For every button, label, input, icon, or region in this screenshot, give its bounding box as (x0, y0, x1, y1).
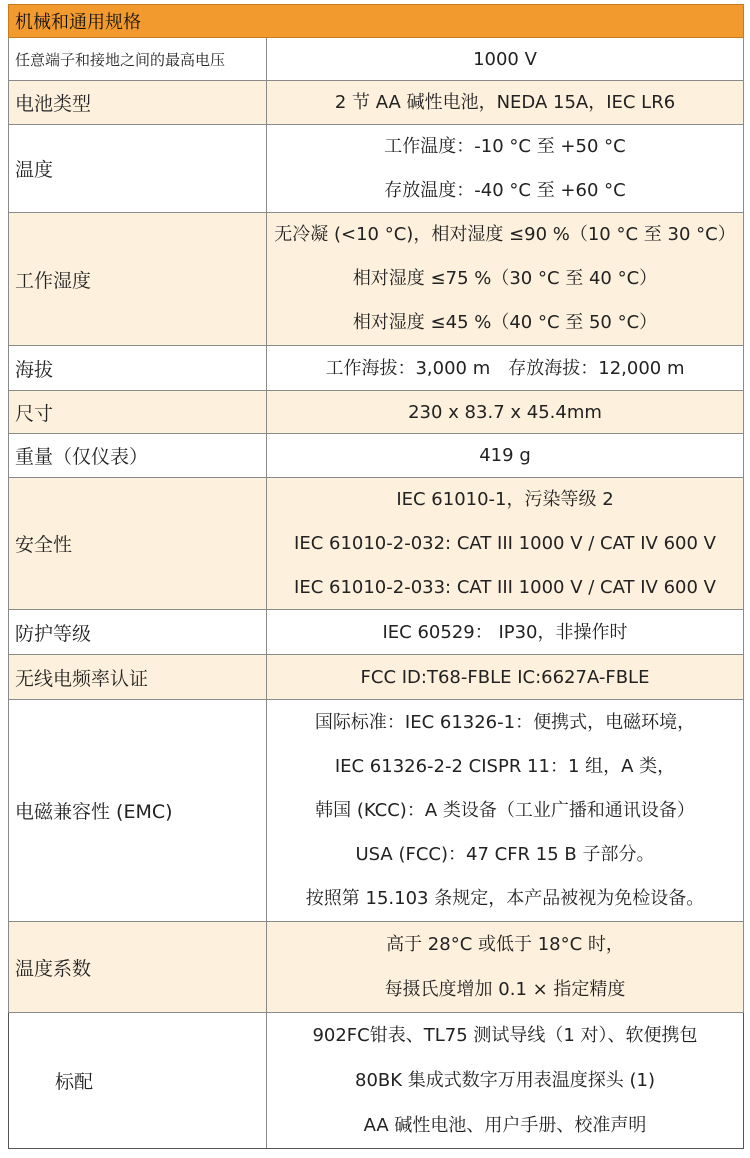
row-label: 任意端子和接地之间的最高电压 (9, 38, 267, 80)
value-line: 80BK 集成式数字万用表温度探头 (1) (355, 1070, 655, 1091)
row-label: 防护等级 (9, 610, 267, 654)
row-label: 海拔 (9, 346, 267, 390)
value-line: 无冷凝 (<10 °C)，相对湿度 ≤90 %（10 °C 至 30 °C） (274, 224, 736, 245)
value-line: AA 碱性电池、用户手册、校准声明 (363, 1115, 647, 1136)
value-line: 工作温度：-10 °C 至 +50 °C (384, 135, 626, 157)
row-value (267, 391, 743, 433)
value-line: IEC 61010-1，污染等级 2 (396, 488, 614, 510)
row-value (267, 125, 743, 212)
value-line: IEC 61010-2-033: CAT III 1000 V / CAT IV 600 V (294, 576, 716, 598)
table-row (8, 391, 744, 434)
table-row (8, 346, 744, 391)
row-value (267, 38, 743, 80)
row-value (267, 922, 743, 1012)
row-value (267, 434, 743, 477)
row-value (267, 213, 743, 345)
row-value (267, 478, 743, 609)
value-line: 高于 28°C 或低于 18°C 时， (386, 934, 624, 955)
value-line: 230 x 83.7 x 45.4mm (408, 401, 602, 423)
row-label: 电磁兼容性 (EMC) (9, 700, 267, 921)
row-value (267, 655, 743, 699)
table-row (8, 478, 744, 610)
value-line: IEC 60529： IP30，非操作时 (382, 621, 628, 643)
row-label: 重量（仅仪表） (9, 434, 267, 477)
row-value (267, 700, 743, 921)
value-line: USA (FCC)：47 CFR 15 B 子部分。 (355, 843, 655, 865)
value-line: IEC 61326-2-2 CISPR 11：1 组，A 类， (334, 755, 676, 777)
value-line: 1000 V (473, 48, 537, 70)
value-line: 相对湿度 ≤75 %（30 °C 至 40 °C） (352, 268, 658, 289)
row-value (267, 1013, 743, 1148)
table-row (8, 38, 744, 81)
table-row (8, 610, 744, 655)
row-value (267, 346, 743, 390)
value-line: 相对湿度 ≤45 %（40 °C 至 50 °C） (352, 312, 658, 333)
row-label: 安全性 (9, 478, 267, 609)
row-label: 无线电频率认证 (9, 655, 267, 699)
table-body (8, 38, 744, 1149)
row-label: 标配 (9, 1013, 267, 1148)
value-line: 419 g (479, 444, 531, 466)
table-title: 机械和通用规格 (8, 4, 744, 38)
table-row (8, 1013, 744, 1149)
table-row (8, 213, 744, 346)
value-line: 2 节 AA 碱性电池，NEDA 15A，IEC LR6 (334, 91, 676, 113)
spec-table (8, 4, 744, 1149)
row-value (267, 81, 743, 124)
value-line: 工作海拔：3,000 m 存放海拔：12,000 m (325, 357, 685, 379)
table-row (8, 700, 744, 922)
value-line: IEC 61010-2-032: CAT III 1000 V / CAT IV 600 V (294, 532, 716, 554)
value-line: 按照第 15.103 条规定，本产品被视为免检设备。 (305, 887, 705, 909)
value-line: 存放温度：-40 °C 至 +60 °C (384, 179, 626, 201)
value-line: 国际标准：IEC 61326-1：便携式，电磁环境， (314, 711, 696, 733)
row-label: 尺寸 (9, 391, 267, 433)
value-line: 902FC钳表、TL75 测试导线（1 对）、软便携包 (312, 1025, 698, 1046)
value-line: FCC ID:T68-FBLE IC:6627A-FBLE (360, 666, 650, 688)
table-row (8, 655, 744, 700)
row-label: 工作湿度 (9, 213, 267, 345)
value-line: 每摄氏度增加 0.1 × 指定精度 (384, 979, 626, 1000)
table-row (8, 125, 744, 213)
table-row (8, 81, 744, 125)
table-row (8, 922, 744, 1013)
row-label: 温度 (9, 125, 267, 212)
row-value (267, 610, 743, 654)
value-line: 韩国 (KCC)：A 类设备（工业广播和通讯设备） (315, 799, 695, 821)
table-row (8, 434, 744, 478)
row-label: 电池类型 (9, 81, 267, 124)
row-label: 温度系数 (9, 922, 267, 1012)
